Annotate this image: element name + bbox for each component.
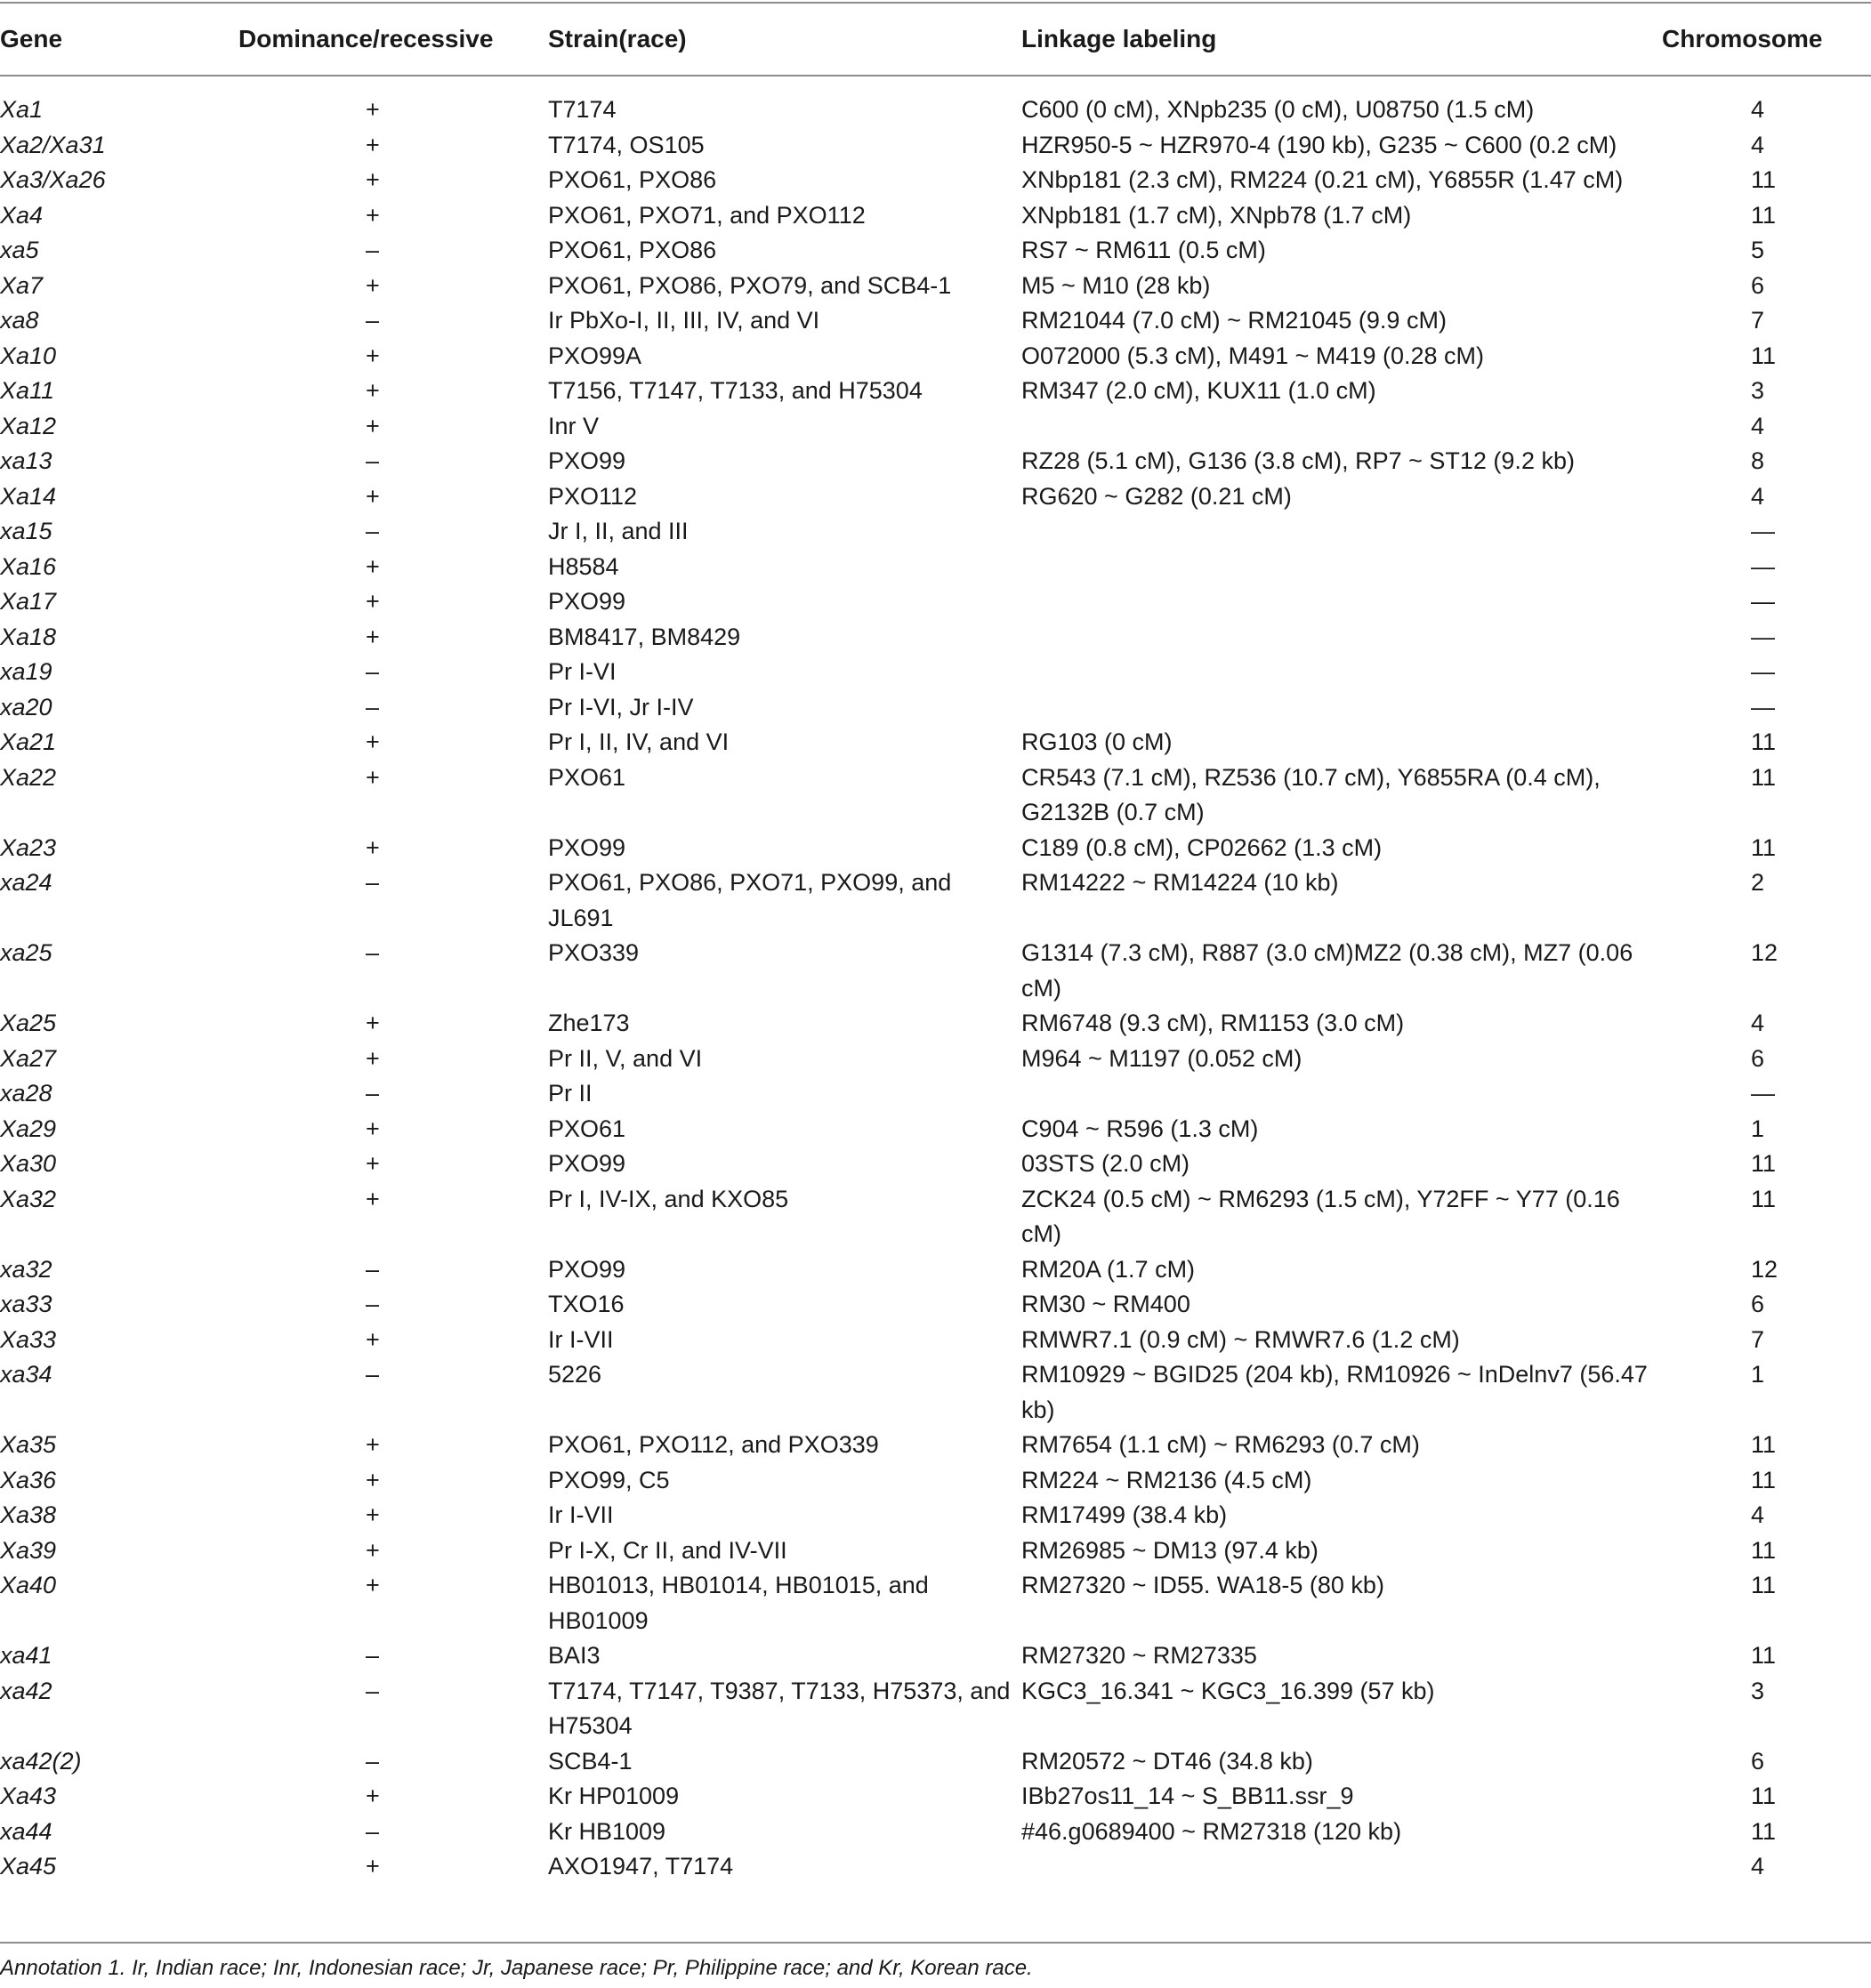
cell-dominance: + (366, 1466, 380, 1493)
cell-strain: TXO16 (548, 1291, 625, 1317)
cell-dominance: + (366, 1115, 380, 1142)
cell-dominance: – (366, 869, 380, 896)
cell-chromosome: 3 (1751, 1677, 1765, 1704)
table-row (0, 865, 1871, 936)
cell-linkage (1021, 584, 1662, 620)
cell-chromosome: 11 (1751, 1642, 1777, 1669)
table-row (0, 655, 1871, 690)
cell-strain: PXO61, PXO112, and PXO339 (548, 1431, 879, 1458)
cell-strain: Ir PbXo-I, II, III, IV, and VI (548, 307, 820, 334)
cell-chromosome: — (1751, 658, 1775, 685)
cell-chromosome: 11 (1751, 201, 1777, 229)
cell-chromosome: 5 (1751, 237, 1765, 263)
cell-chromosome: 7 (1751, 1325, 1765, 1353)
cell-linkage: RM20A (1.7 cM) (1021, 1255, 1196, 1283)
cell-gene: Xa45 (0, 1853, 57, 1879)
cell-dominance: – (366, 1291, 380, 1317)
cell-linkage: XNpb181 (1.7 cM), XNpb78 (1.7 cM) (1021, 201, 1412, 229)
cell-linkage: RZ28 (5.1 cM), G136 (3.8 cM), RP7 ~ ST12 (9.2 kb) (1021, 447, 1575, 474)
cell-gene: Xa21 (0, 728, 57, 755)
cell-linkage: IBb27os11_14 ~ S_BB11.ssr_9 (1021, 1783, 1354, 1809)
cell-gene: Xa30 (0, 1150, 57, 1177)
cell-chromosome: 11 (1751, 166, 1777, 193)
header-dominance: Dominance/recessive (238, 25, 494, 53)
cell-strain: BM8417, BM8429 (548, 623, 741, 650)
cell-chromosome: — (1751, 1080, 1775, 1107)
cell-strain: PXO99 (548, 447, 626, 474)
cell-dominance: + (366, 552, 380, 580)
cell-chromosome: 4 (1751, 1010, 1765, 1036)
cell-dominance: + (366, 131, 380, 158)
cell-dominance: – (366, 1255, 380, 1283)
cell-gene: xa28 (0, 1080, 52, 1107)
cell-dominance: + (366, 728, 380, 755)
cell-chromosome: 11 (1751, 342, 1777, 369)
cell-chromosome: 11 (1751, 1536, 1777, 1564)
cell-strain: Zhe173 (548, 1010, 630, 1036)
cell-strain: Kr HB1009 (548, 1817, 666, 1845)
cell-strain: PXO61, PXO86, PXO79, and SCB4-1 (548, 271, 952, 299)
cell-linkage: HZR950-5 ~ HZR970-4 (190 kb), G235 ~ C600 (0.2 cM) (1021, 131, 1617, 158)
cell-chromosome: — (1751, 588, 1775, 615)
cell-dominance: + (366, 1853, 380, 1879)
cell-linkage: RS7 ~ RM611 (0.5 cM) (1021, 237, 1266, 263)
table-row (0, 1779, 1871, 1815)
cell-strain: H8584 (548, 552, 619, 580)
cell-dominance: + (366, 763, 380, 791)
cell-chromosome: 11 (1751, 728, 1777, 755)
cell-dominance: – (366, 1080, 380, 1107)
cell-linkage (1021, 620, 1662, 656)
cell-strain: Pr I, II, IV, and VI (548, 728, 730, 755)
table-row (0, 1076, 1871, 1112)
cell-dominance: – (366, 658, 380, 685)
table-row (0, 163, 1871, 198)
cell-linkage: RM6748 (9.3 cM), RM1153 (3.0 cM) (1021, 1010, 1405, 1036)
cell-chromosome: 4 (1751, 1853, 1765, 1879)
cell-dominance: + (366, 1536, 380, 1564)
table-row (0, 1638, 1871, 1674)
cell-linkage: RM21044 (7.0 cM) ~ RM21045 (9.9 cM) (1021, 307, 1447, 334)
cell-chromosome: 11 (1751, 1150, 1777, 1177)
cell-strain: PXO99A (548, 342, 642, 369)
cell-chromosome: 11 (1751, 1185, 1777, 1212)
cell-chromosome: 11 (1751, 763, 1777, 791)
cell-dominance: – (366, 237, 380, 263)
table-row (0, 620, 1871, 656)
cell-strain: Inr V (548, 412, 600, 439)
cell-linkage: CR543 (7.1 cM), RZ536 (10.7 cM), Y6855RA (0.4 cM), G2132B (0.7 cM) (1021, 763, 1601, 825)
cell-gene: Xa35 (0, 1431, 57, 1458)
cell-linkage (1021, 409, 1662, 445)
table-row (0, 1287, 1871, 1323)
table-row (0, 1568, 1871, 1638)
cell-dominance: + (366, 1044, 380, 1072)
cell-chromosome: 1 (1751, 1361, 1765, 1388)
table-row (0, 198, 1871, 234)
table-footnote: Annotation 1. Ir, Indian race; Inr, Indonesian race; Jr, Japanese race; Pr, Philippine race; and Kr, Korean race. (0, 1956, 1033, 1980)
cell-dominance: + (366, 623, 380, 650)
cell-chromosome: 6 (1751, 1291, 1765, 1317)
cell-linkage: RM17499 (38.4 kb) (1021, 1501, 1228, 1528)
cell-gene: Xa39 (0, 1536, 57, 1564)
cell-linkage (1021, 550, 1662, 585)
cell-linkage: RG103 (0 cM) (1021, 728, 1173, 755)
cell-dominance: – (366, 693, 380, 720)
cell-dominance: – (366, 447, 380, 474)
cell-dominance: + (366, 412, 380, 439)
cell-gene: Xa16 (0, 552, 57, 580)
cell-chromosome: 2 (1751, 869, 1765, 896)
table-row (0, 409, 1871, 445)
table-row (0, 1182, 1871, 1252)
cell-chromosome: — (1751, 623, 1775, 650)
cell-strain: PXO99 (548, 588, 626, 615)
table-row (0, 1498, 1871, 1533)
cell-linkage (1021, 690, 1662, 726)
cell-chromosome: 11 (1751, 1466, 1777, 1493)
cell-dominance: + (366, 1501, 380, 1528)
table-header-row (0, 4, 1871, 75)
cell-strain: PXO61, PXO86, PXO71, PXO99, and JL691 (548, 869, 952, 931)
cell-strain: Pr I-X, Cr II, and IV-VII (548, 1536, 787, 1564)
cell-linkage: C600 (0 cM), XNpb235 (0 cM), U08750 (1.5 cM) (1021, 96, 1535, 123)
table-row (0, 374, 1871, 409)
cell-dominance: + (366, 342, 380, 369)
cell-gene: xa42 (0, 1677, 52, 1704)
cell-linkage: M5 ~ M10 (28 kb) (1021, 271, 1211, 299)
cell-gene: Xa33 (0, 1325, 57, 1353)
cell-chromosome: — (1751, 518, 1775, 544)
cell-chromosome: 4 (1751, 482, 1765, 510)
cell-gene: Xa22 (0, 763, 57, 791)
table-row (0, 1463, 1871, 1499)
cell-gene: Xa7 (0, 271, 44, 299)
cell-chromosome: 6 (1751, 1747, 1765, 1775)
cell-dominance: – (366, 1642, 380, 1669)
cell-linkage: RM224 ~ RM2136 (4.5 cM) (1021, 1466, 1312, 1493)
cell-chromosome: 6 (1751, 271, 1765, 299)
cell-strain: Pr II, V, and VI (548, 1044, 703, 1072)
cell-chromosome: 4 (1751, 131, 1765, 158)
cell-strain: Ir I-VII (548, 1325, 614, 1353)
table-row (0, 269, 1871, 304)
cell-gene: Xa23 (0, 833, 57, 861)
table-row (0, 1042, 1871, 1077)
cell-dominance: + (366, 1783, 380, 1809)
cell-chromosome: 6 (1751, 1044, 1765, 1072)
cell-linkage (1021, 655, 1662, 690)
table-bottom-rule (0, 1942, 1871, 1944)
cell-dominance: + (366, 1150, 380, 1177)
cell-linkage: RMWR7.1 (0.9 cM) ~ RMWR7.6 (1.2 cM) (1021, 1325, 1460, 1353)
cell-strain: Jr I, II, and III (548, 518, 689, 544)
cell-strain: HB01013, HB01014, HB01015, and HB01009 (548, 1572, 929, 1634)
cell-strain: AXO1947, T7174 (548, 1853, 734, 1879)
cell-linkage: RM30 ~ RM400 (1021, 1291, 1190, 1317)
header-chromosome: Chromosome (1662, 25, 1823, 53)
cell-linkage: RG620 ~ G282 (0.21 cM) (1021, 482, 1292, 510)
cell-chromosome: 4 (1751, 1501, 1765, 1528)
cell-chromosome: 4 (1751, 412, 1765, 439)
table-row (0, 233, 1871, 269)
cell-gene: Xa40 (0, 1572, 57, 1598)
table-row (0, 75, 1871, 128)
cell-chromosome: 12 (1751, 939, 1778, 966)
table-row (0, 1006, 1871, 1042)
cell-gene: Xa18 (0, 623, 57, 650)
cell-linkage: RM26985 ~ DM13 (97.4 kb) (1021, 1536, 1319, 1564)
cell-chromosome: 11 (1751, 1431, 1777, 1458)
cell-chromosome: 11 (1751, 833, 1777, 861)
cell-gene: xa44 (0, 1817, 52, 1845)
cell-gene: Xa36 (0, 1466, 57, 1493)
table-row (0, 1849, 1871, 1885)
cell-gene: Xa11 (0, 377, 55, 404)
cell-gene: Xa29 (0, 1115, 57, 1142)
table-row (0, 128, 1871, 164)
table-row (0, 1674, 1871, 1744)
cell-dominance: + (366, 482, 380, 510)
cell-linkage (1021, 1076, 1662, 1112)
table-row (0, 479, 1871, 515)
cell-linkage: RM27320 ~ RM27335 (1021, 1642, 1257, 1669)
cell-gene: xa19 (0, 658, 52, 685)
cell-dominance: – (366, 518, 380, 544)
cell-gene: Xa25 (0, 1010, 57, 1036)
table-row (0, 936, 1871, 1006)
cell-gene: Xa14 (0, 482, 57, 510)
cell-linkage: RM14222 ~ RM14224 (10 kb) (1021, 869, 1339, 896)
table-row (0, 1357, 1871, 1428)
cell-strain: PXO61, PXO86 (548, 166, 717, 193)
cell-chromosome: — (1751, 693, 1775, 720)
cell-linkage: ZCK24 (0.5 cM) ~ RM6293 (1.5 cM), Y72FF ~ Y77 (0.16 cM) (1021, 1185, 1620, 1247)
table-row (0, 1533, 1871, 1569)
cell-strain: T7174, OS105 (548, 131, 705, 158)
cell-strain: PXO61 (548, 1115, 626, 1142)
cell-chromosome: 7 (1751, 307, 1765, 334)
cell-linkage: KGC3_16.341 ~ KGC3_16.399 (57 kb) (1021, 1677, 1435, 1704)
cell-strain: T7174 (548, 96, 617, 123)
cell-gene: Xa17 (0, 588, 57, 615)
cell-linkage: C189 (0.8 cM), CP02662 (1.3 cM) (1021, 833, 1383, 861)
cell-dominance: – (366, 1677, 380, 1704)
cell-strain: BAI3 (548, 1642, 601, 1669)
cell-strain: PXO61 (548, 763, 626, 791)
cell-chromosome: 8 (1751, 447, 1765, 474)
cell-linkage: M964 ~ M1197 (0.052 cM) (1021, 1044, 1302, 1072)
cell-dominance: + (366, 377, 380, 404)
cell-gene: Xa12 (0, 412, 57, 439)
cell-strain: PXO99, C5 (548, 1466, 670, 1493)
cell-linkage: O072000 (5.3 cM), M491 ~ M419 (0.28 cM) (1021, 342, 1484, 369)
cell-gene: xa34 (0, 1361, 52, 1388)
table-row (0, 725, 1871, 761)
cell-linkage: #46.g0689400 ~ RM27318 (120 kb) (1021, 1817, 1402, 1845)
cell-gene: xa25 (0, 939, 52, 966)
cell-gene: xa20 (0, 693, 52, 720)
cell-strain: PXO99 (548, 1255, 626, 1283)
cell-chromosome: 11 (1751, 1817, 1777, 1845)
header-strain: Strain(race) (548, 25, 687, 53)
cell-dominance: + (366, 833, 380, 861)
cell-dominance: – (366, 939, 380, 966)
cell-dominance: + (366, 1572, 380, 1598)
cell-gene: Xa43 (0, 1783, 57, 1809)
cell-strain: Pr I-VI (548, 658, 617, 685)
cell-linkage: 03STS (2.0 cM) (1021, 1150, 1190, 1177)
cell-linkage (1021, 514, 1662, 550)
cell-gene: xa24 (0, 869, 52, 896)
table-row (0, 1815, 1871, 1850)
cell-dominance: – (366, 307, 380, 334)
cell-strain: Kr HP01009 (548, 1783, 680, 1809)
table-row (0, 1323, 1871, 1358)
cell-strain: PXO61, PXO71, and PXO112 (548, 201, 866, 229)
cell-chromosome: 12 (1751, 1255, 1778, 1283)
cell-dominance: – (366, 1747, 380, 1775)
cell-dominance: + (366, 201, 380, 229)
table-row (0, 1428, 1871, 1463)
cell-dominance: + (366, 1325, 380, 1353)
table-row (0, 514, 1871, 550)
table-row (0, 831, 1871, 866)
cell-chromosome: — (1751, 552, 1775, 580)
cell-chromosome: 11 (1751, 1572, 1777, 1598)
table-row (0, 303, 1871, 339)
cell-gene: xa5 (0, 237, 39, 263)
cell-strain: PXO339 (548, 939, 640, 966)
table-row (0, 444, 1871, 479)
cell-strain: Pr I-VI, Jr I-IV (548, 693, 694, 720)
cell-strain: T7156, T7147, T7133, and H75304 (548, 377, 923, 404)
cell-linkage: RM27320 ~ ID55. WA18-5 (80 kb) (1021, 1572, 1384, 1598)
cell-strain: SCB4-1 (548, 1747, 633, 1775)
cell-gene: xa8 (0, 307, 39, 334)
cell-dominance: + (366, 1185, 380, 1212)
cell-dominance: + (366, 1010, 380, 1036)
cell-strain: Ir I-VII (548, 1501, 614, 1528)
table-row (0, 761, 1871, 831)
cell-gene: Xa3/Xa26 (0, 166, 106, 193)
cell-dominance: – (366, 1361, 380, 1388)
cell-gene: Xa1 (0, 96, 44, 123)
cell-dominance: + (366, 96, 380, 123)
cell-gene: xa41 (0, 1642, 52, 1669)
cell-gene: Xa2/Xa31 (0, 131, 106, 158)
cell-chromosome: 3 (1751, 377, 1765, 404)
cell-strain: PXO61, PXO86 (548, 237, 717, 263)
cell-linkage: XNbp181 (2.3 cM), RM224 (0.21 cM), Y6855R (1.47 cM) (1021, 166, 1624, 193)
cell-linkage: RM347 (2.0 cM), KUX11 (1.0 cM) (1021, 377, 1376, 404)
cell-gene: Xa10 (0, 342, 57, 369)
cell-gene: xa15 (0, 518, 52, 544)
table-row (0, 584, 1871, 620)
cell-linkage: RM7654 (1.1 cM) ~ RM6293 (0.7 cM) (1021, 1431, 1420, 1458)
table-row (0, 1252, 1871, 1288)
cell-strain: Pr I, IV-IX, and KXO85 (548, 1185, 789, 1212)
cell-linkage: G1314 (7.3 cM), R887 (3.0 cM)MZ2 (0.38 cM), MZ7 (0.06 cM) (1021, 939, 1633, 1002)
cell-linkage (1021, 1849, 1662, 1885)
cell-gene: Xa38 (0, 1501, 57, 1528)
cell-gene: xa33 (0, 1291, 52, 1317)
cell-gene: Xa4 (0, 201, 44, 229)
table-row (0, 1744, 1871, 1780)
cell-dominance: + (366, 166, 380, 193)
cell-gene: Xa32 (0, 1185, 57, 1212)
gene-table (0, 4, 1871, 1885)
cell-strain: PXO99 (548, 833, 626, 861)
cell-strain: PXO99 (548, 1150, 626, 1177)
cell-linkage: RM10929 ~ BGID25 (204 kb), RM10926 ~ InDelnv7 (56.47 kb) (1021, 1361, 1648, 1423)
cell-chromosome: 1 (1751, 1115, 1765, 1142)
cell-gene: xa42(2) (0, 1747, 82, 1775)
table-row (0, 550, 1871, 585)
cell-strain: Pr II (548, 1080, 593, 1107)
cell-strain: 5226 (548, 1361, 602, 1388)
cell-dominance: – (366, 1817, 380, 1845)
cell-gene: Xa27 (0, 1044, 57, 1072)
cell-linkage: C904 ~ R596 (1.3 cM) (1021, 1115, 1259, 1142)
cell-dominance: + (366, 271, 380, 299)
cell-strain: PXO112 (548, 482, 638, 510)
cell-chromosome: 11 (1751, 1783, 1777, 1809)
header-gene: Gene (0, 25, 63, 53)
cell-chromosome: 4 (1751, 96, 1765, 123)
cell-strain: T7174, T7147, T9387, T7133, H75373, and H75304 (548, 1677, 1011, 1739)
cell-linkage: RM20572 ~ DT46 (34.8 kb) (1021, 1747, 1313, 1775)
cell-dominance: + (366, 1431, 380, 1458)
table-row (0, 690, 1871, 726)
cell-dominance: + (366, 588, 380, 615)
table-body (0, 75, 1871, 1885)
cell-gene: xa32 (0, 1255, 52, 1283)
table-row (0, 1112, 1871, 1147)
table-row (0, 339, 1871, 374)
cell-gene: xa13 (0, 447, 52, 474)
table-row (0, 1147, 1871, 1182)
header-linkage: Linkage labeling (1021, 25, 1217, 53)
